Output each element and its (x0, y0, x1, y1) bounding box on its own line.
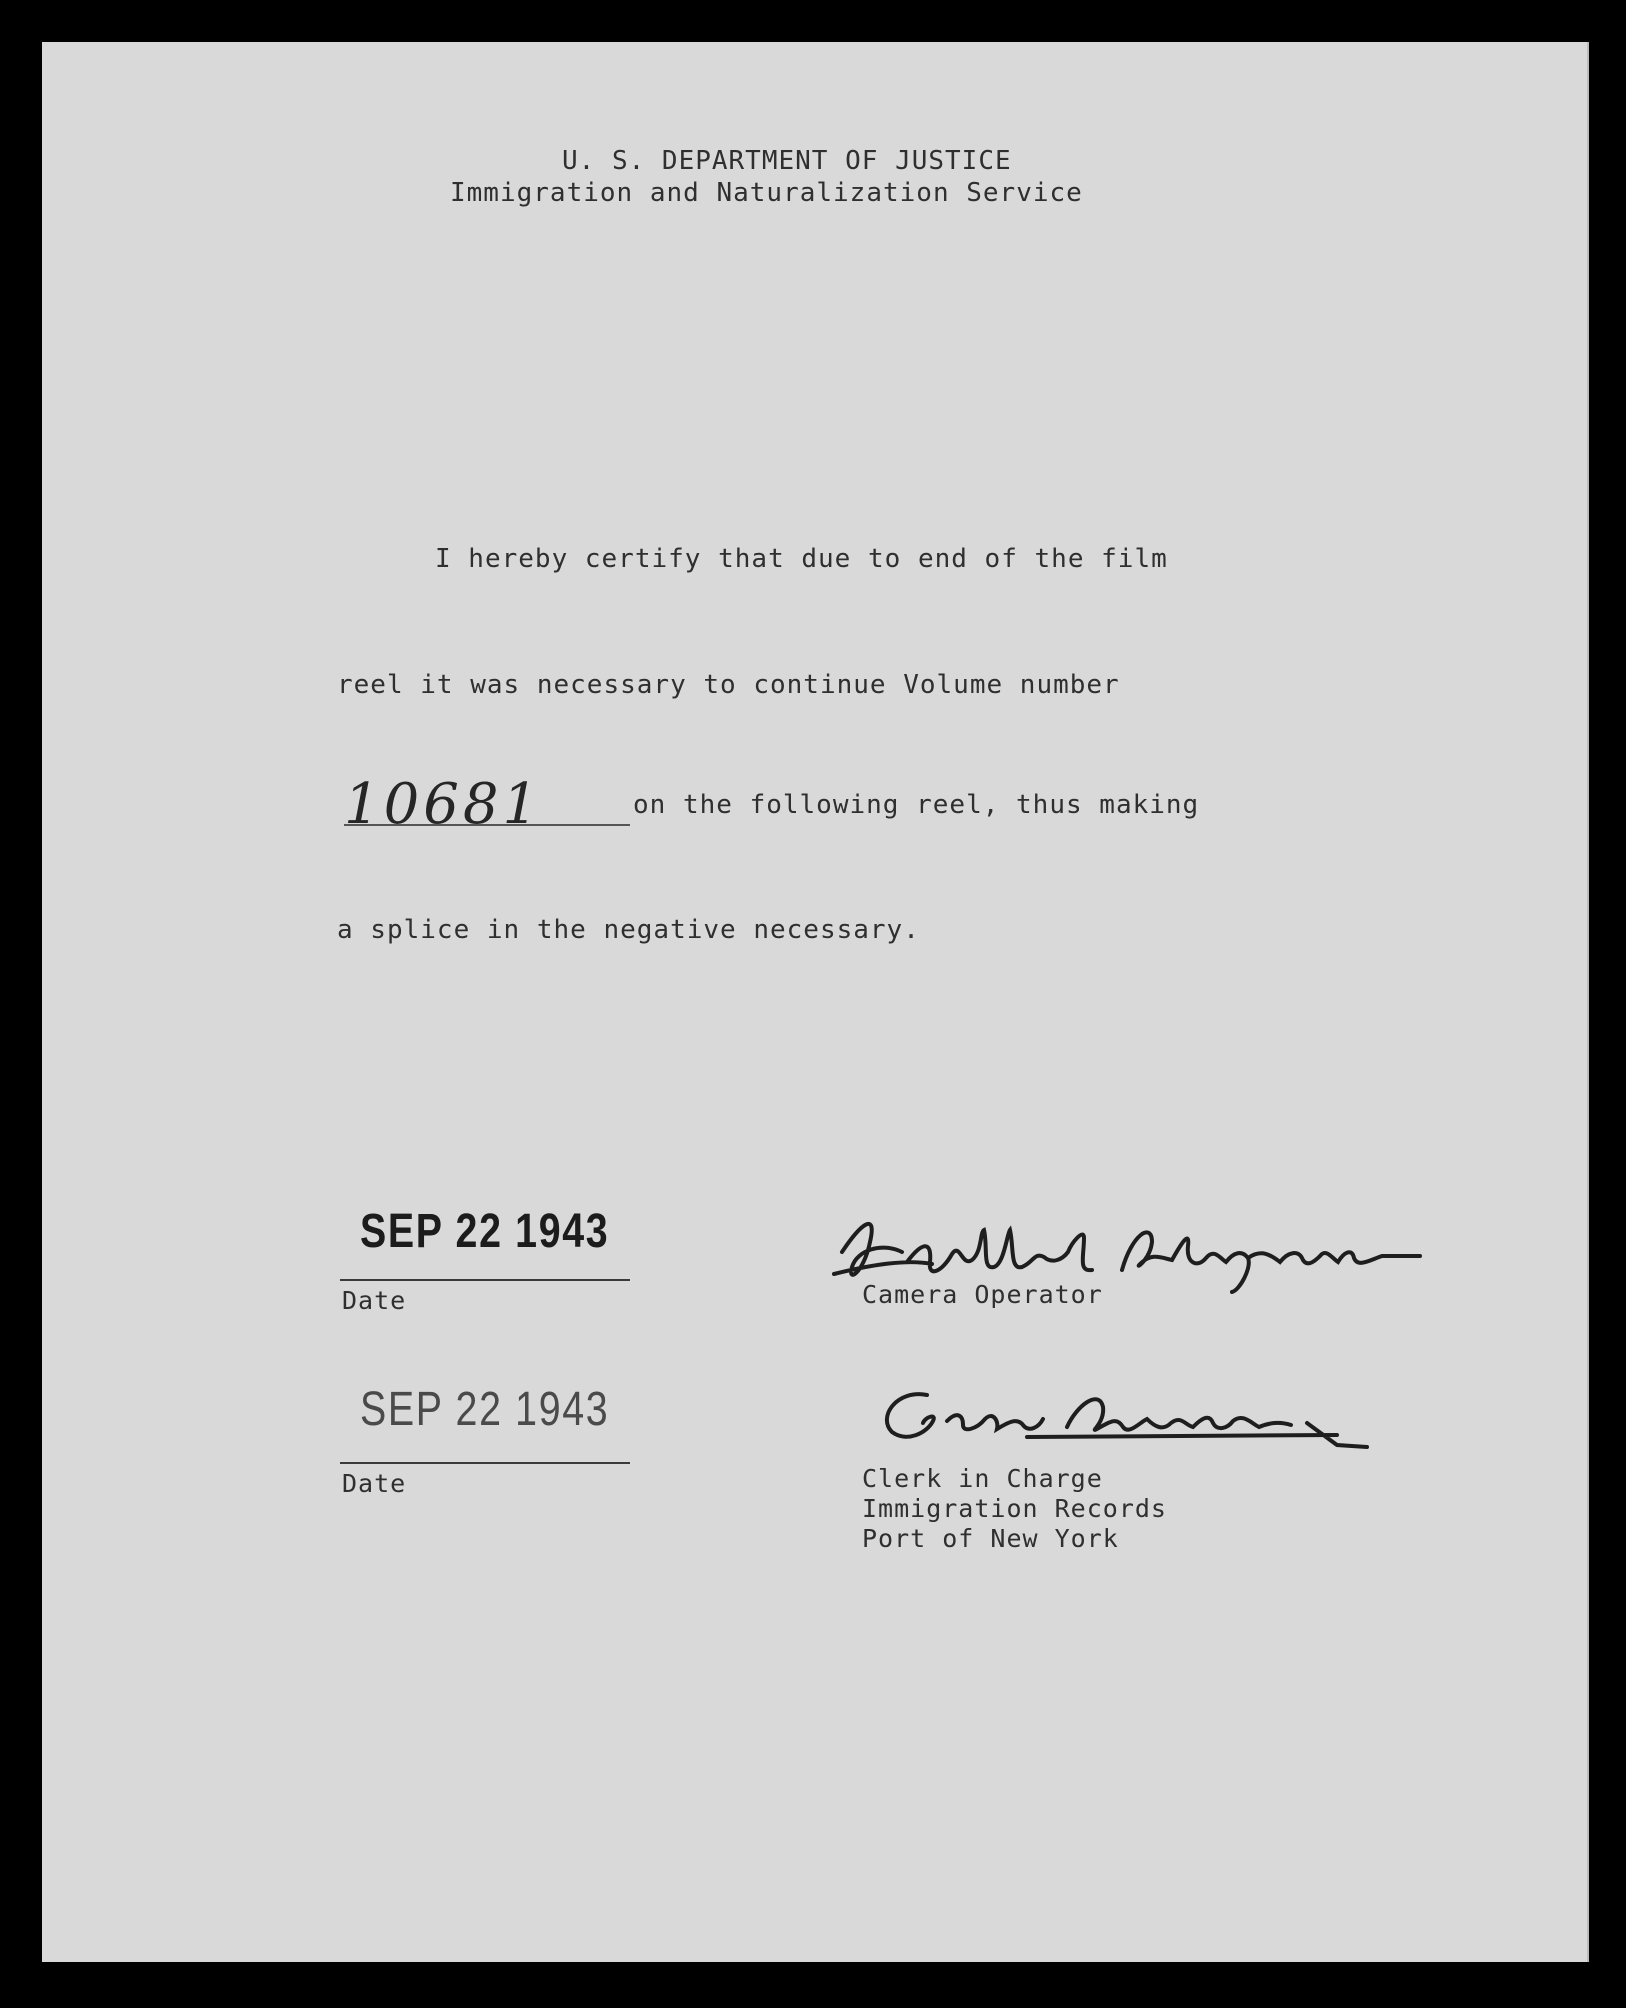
volume-number-handwritten: 10681 (344, 772, 543, 837)
date-rule-2 (340, 1462, 630, 1464)
date-rule-1 (340, 1279, 630, 1281)
date-stamp-1: SEP 22 1943 (360, 1205, 610, 1258)
clerk-role-line-3: Port of New York (862, 1524, 1119, 1553)
clerk-role-line-2: Immigration Records (862, 1494, 1167, 1523)
certification-line-2: reel it was necessary to continue Volume number (337, 670, 1120, 700)
date-label-1: Date (342, 1286, 407, 1315)
date-stamp-2: SEP 22 1943 (360, 1383, 610, 1436)
volume-number-blank-line (344, 824, 630, 826)
certification-line-4: a splice in the negative necessary. (337, 915, 920, 945)
clerk-signature (867, 1377, 1387, 1457)
department-title: U. S. DEPARTMENT OF JUSTICE (562, 146, 1012, 176)
date-label-2: Date (342, 1469, 407, 1498)
service-title: Immigration and Naturalization Service (450, 178, 1083, 208)
certification-line-1: I hereby certify that due to end of the film (435, 544, 1168, 574)
camera-operator-label: Camera Operator (862, 1280, 1103, 1309)
certification-line-3: on the following reel, thus making (633, 790, 1200, 820)
clerk-role-line-1: Clerk in Charge (862, 1464, 1103, 1493)
document-page (42, 42, 1589, 1962)
